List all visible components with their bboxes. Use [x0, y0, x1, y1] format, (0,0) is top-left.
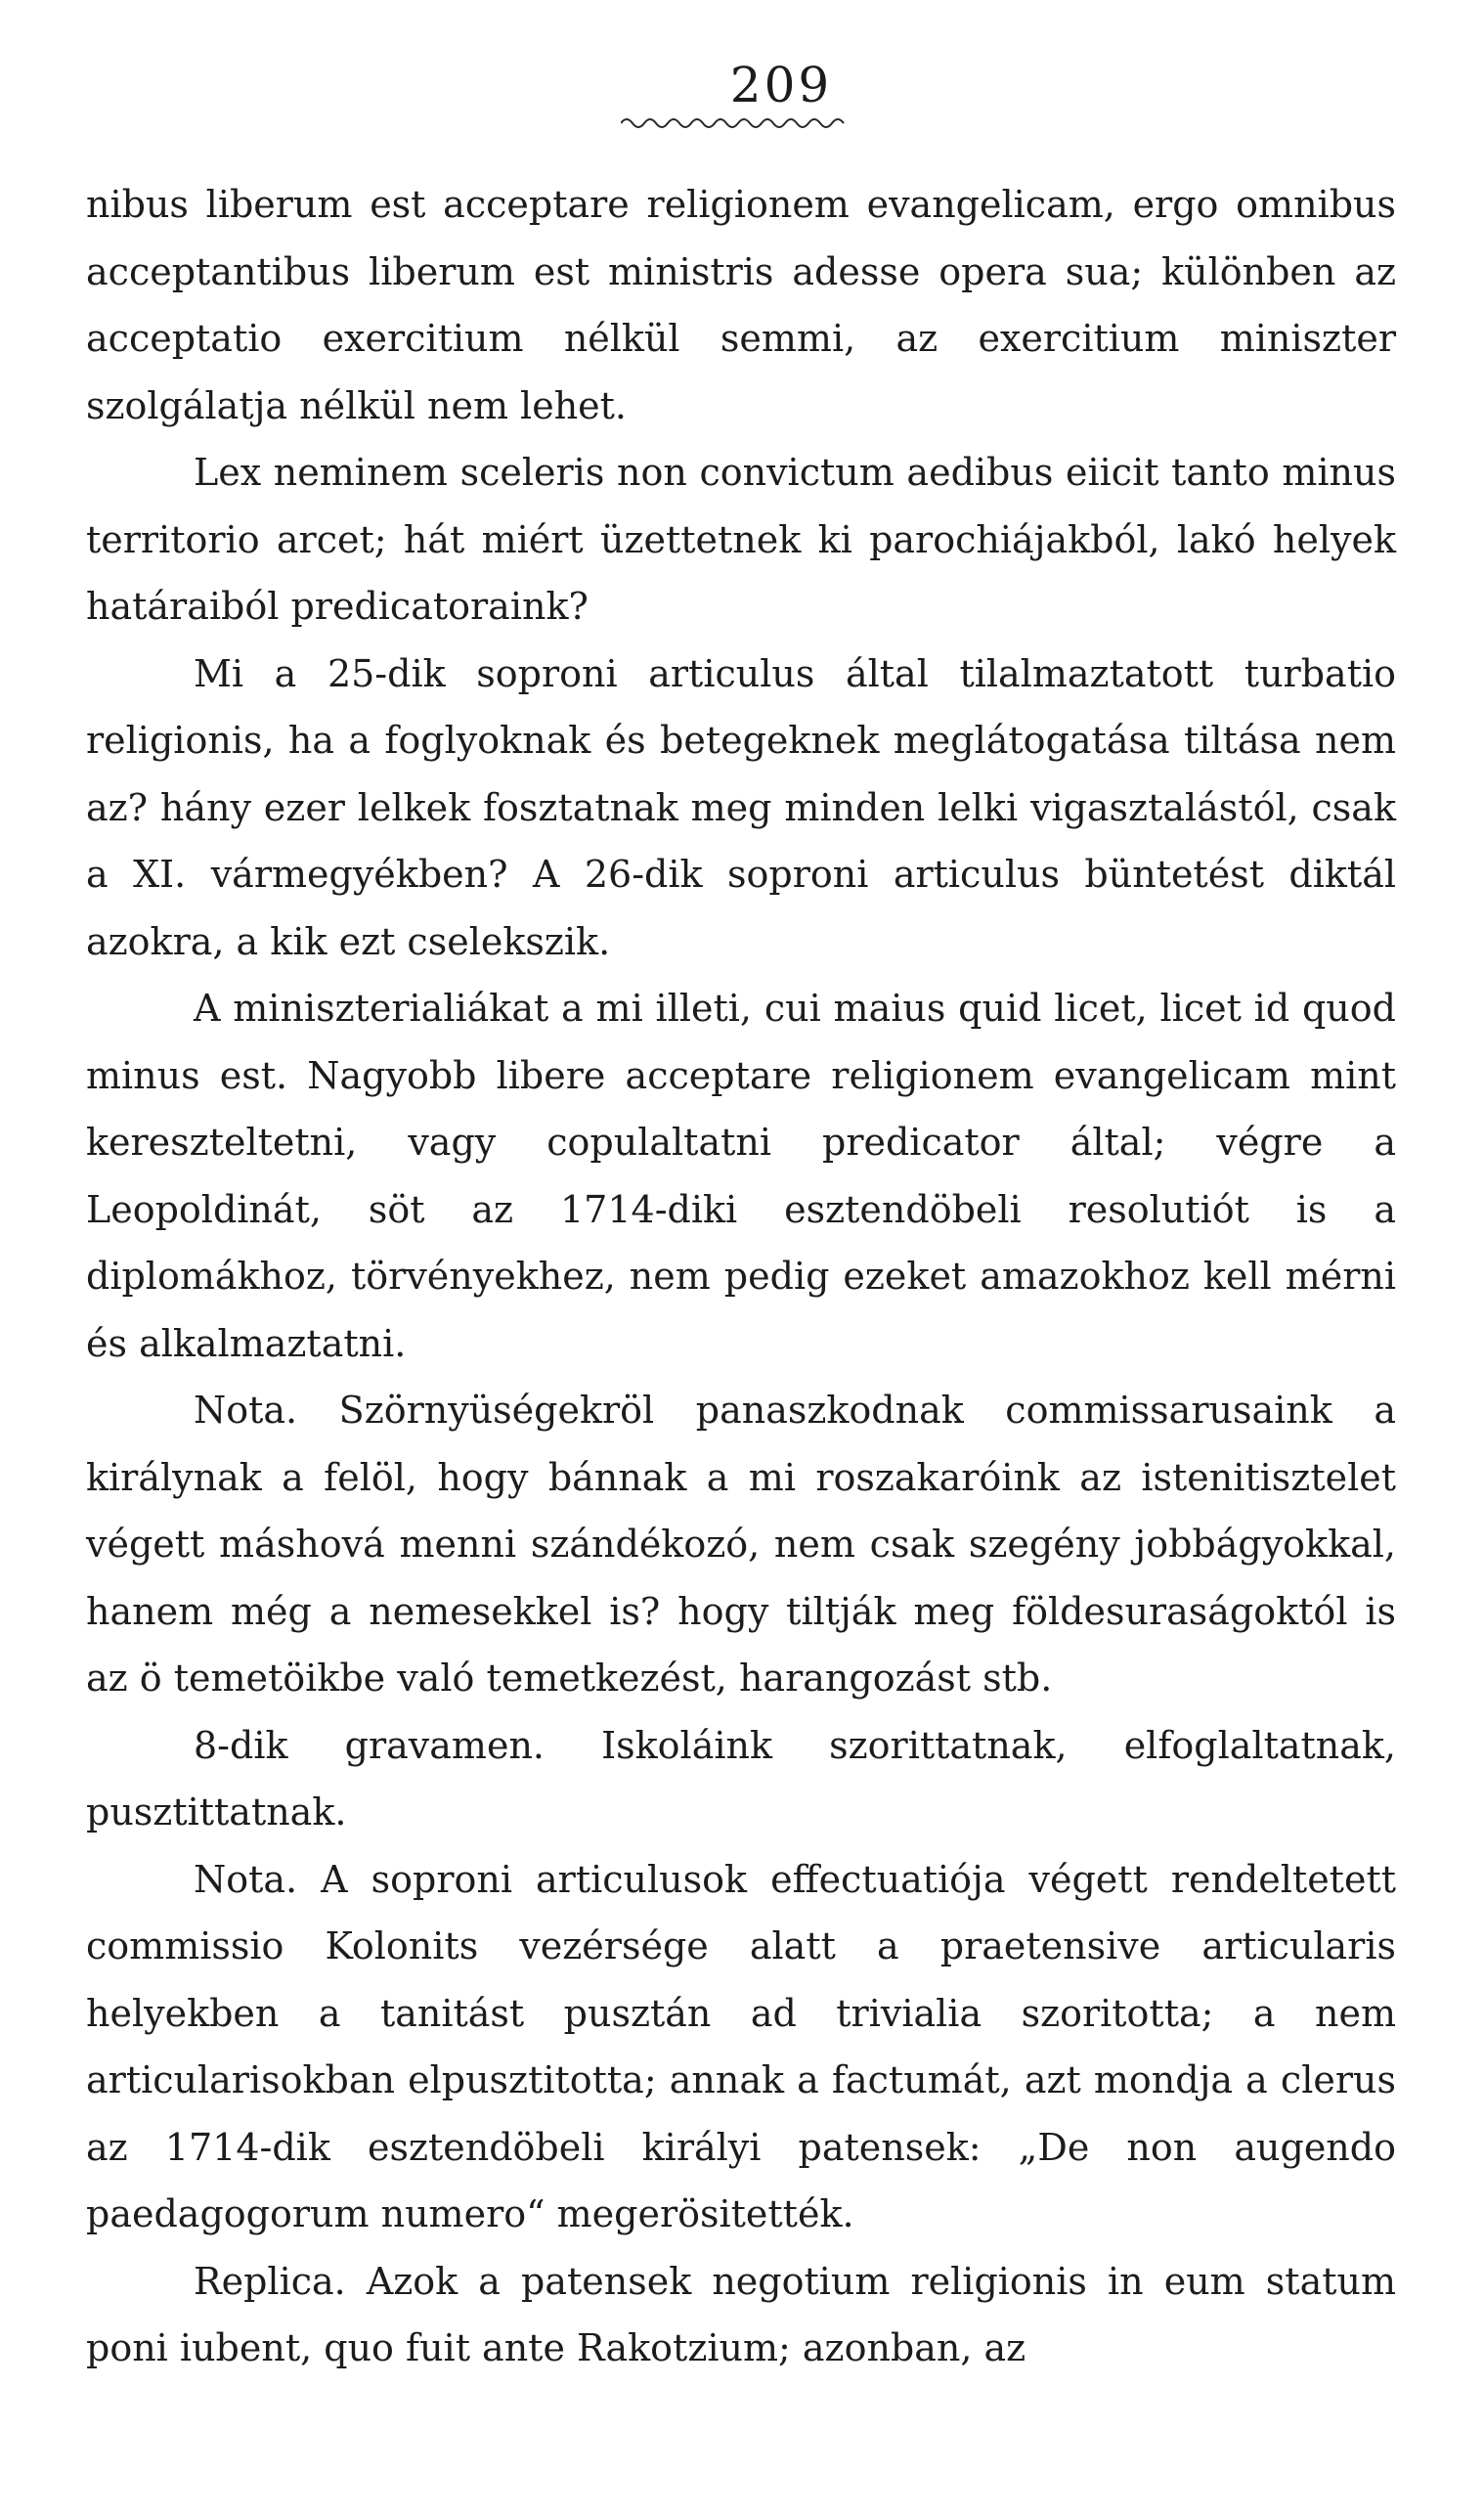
paragraph: A miniszterialiákat a mi illeti, cui maius quid licet, licet id quod minus est. Nagyobb libere acceptare religionem evangelicam mint kereszteltetni, vagy copulaltatni predicator által; végre a Leopoldinát, söt az 1714-diki esztendöbeli resolutiót is a diplomákhoz, törvényekhez, nem pedig ezeket amazokhoz kell mérni és alkalmaztatni.	[86, 987, 1396, 1365]
paragraph: Lex neminem sceleris non convictum aedibus eiicit tanto minus territorio arcet; hát miért üzettetnek ki parochiájakból, lakó helyek határaiból predicatoraink?	[86, 451, 1396, 628]
paragraph: Replica. Azok a patensek negotium religionis in eum statum poni iubent, quo fuit ante Rakotzium; azonban, az	[86, 2259, 1396, 2369]
paragraph: nibus liberum est acceptare religionem evangelicam, ergo omnibus acceptantibus liberum est ministris adesse opera sua; különben az acceptatio exercitium nélkül semmi, az exercitium miniszter szolgálatja nélkül nem lehet.	[86, 183, 1396, 427]
page-number: 209	[729, 57, 833, 113]
paragraph: 8-dik gravamen. Iskoláink szorittatnak, elfoglaltatnak, pusztittatnak.	[86, 1723, 1396, 1834]
paragraph: Nota. Szörnyüségekröl panaszkodnak commissarusaink a királynak a felöl, hogy bánnak a mi roszakaróink az istenitisztelet végett máshová menni szándékozó, nem csak szegény jobbágyokkal, hanem még a nemesekkel is? hogy tiltják meg földesuraságoktól is az ö temetöikbe való temetkezést, harangozást stb.	[86, 1389, 1396, 1700]
body-text	[86, 171, 1396, 2382]
ornamental-rule	[621, 115, 846, 131]
paragraph: Nota. A soproni articulusok effectuatiója végett rendeltetett commissio Kolonits vezérsége alatt a praetensive articularis helyekben a tanitást pusztán ad trivialia szoritotta; a nem articularisokban elpusztitotta; annak a factumát, azt mondja a clerus az 1714-dik esztendöbeli királyi patensek: „De non augendo paedagogorum numero“ megerösitették.	[86, 1857, 1396, 2235]
paragraph: Mi a 25-dik soproni articulus által tilalmaztatott turbatio religionis, ha a foglyoknak és betegeknek meglátogatása tiltása nem az? hány ezer lelkek fosztatnak meg minden lelki vigasztalástól, csak a XI. vármegyékben? A 26-dik soproni articulus büntetést diktál azokra, a kik ezt cselekszik.	[86, 651, 1396, 963]
